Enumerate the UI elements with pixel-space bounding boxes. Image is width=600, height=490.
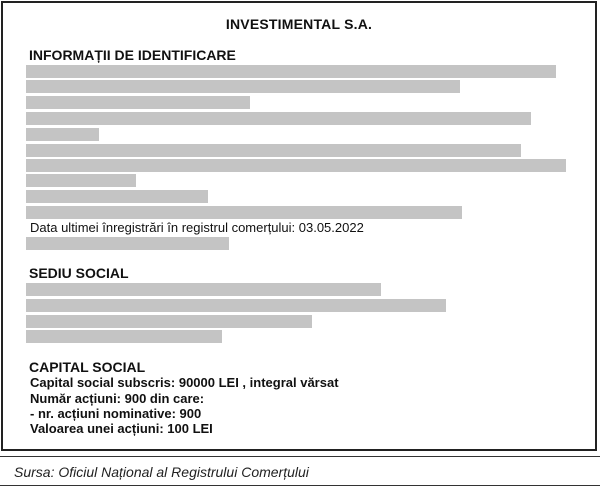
redacted-line [26,206,462,219]
company-name-title: INVESTIMENTAL S.A. [225,16,373,32]
top-divider [0,456,600,457]
redacted-line [26,315,312,328]
company-record-frame [1,1,597,451]
redacted-line [26,237,229,250]
redacted-line [26,283,381,296]
redacted-line [26,80,460,93]
number-of-shares-line: Număr acțiuni: 900 din care: [30,391,205,406]
identification-heading: INFORMAȚII DE IDENTIFICARE [29,47,236,63]
redacted-line [26,65,556,78]
redacted-line [26,190,208,203]
bottom-divider [0,485,600,486]
registered-office-heading: SEDIU SOCIAL [29,265,129,281]
subscribed-capital-line: Capital social subscris: 90000 LEI , integral vărsat [30,375,339,390]
source-note: Sursa: Oficiul Național al Registrului Comerțului [14,464,309,480]
redacted-line [26,128,99,141]
last-registration-date: Data ultimei înregistrări în registrul comerțului: 03.05.2022 [30,220,364,235]
redacted-line [26,112,531,125]
share-value-line: Valoarea unei acțiuni: 100 LEI [30,421,213,436]
redacted-line [26,159,566,172]
redacted-line [26,96,250,109]
redacted-line [26,174,136,187]
redacted-line [26,299,446,312]
nominative-shares-line: - nr. acțiuni nominative: 900 [30,406,202,421]
redacted-line [26,330,222,343]
redacted-line [26,144,521,157]
share-capital-heading: CAPITAL SOCIAL [29,359,146,375]
